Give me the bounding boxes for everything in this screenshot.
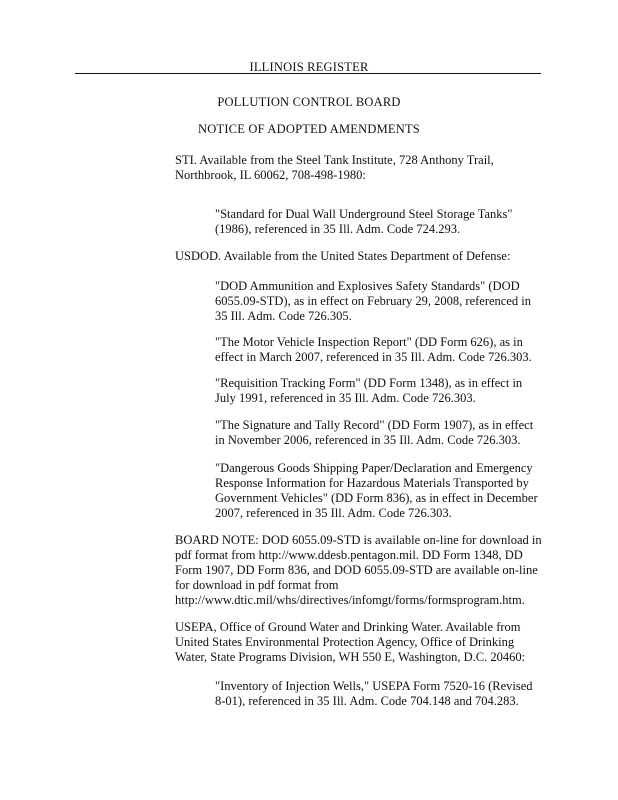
usepa-item-inventory: "Inventory of Injection Wells," USEPA Form 7520-16 (Revised 8-01), referenced in 35 Ill. Adm. Code 704.148 and 704.283. — [215, 679, 533, 708]
sti-paragraph: STI. Available from the Steel Tank Institute, 728 Anthony Trail, Northbrook, IL 60062, 708-498-1980: — [175, 153, 494, 182]
header-rule — [75, 73, 541, 74]
register-title: ILLINOIS REGISTER — [249, 60, 369, 74]
usdod-item-motor-vehicle: "The Motor Vehicle Inspection Report" (DD Form 626), as in effect in March 2007, referenced in 35 Ill. Adm. Code 726.303. — [215, 335, 532, 364]
usepa-paragraph: USEPA, Office of Ground Water and Drinking Water. Available from United States Environmental Protection Agency, Office of Drinking Water, State Programs Division, WH 550 E, Washington, D.C. 20460: — [175, 620, 526, 664]
usdod-item-dangerous-goods: "Dangerous Goods Shipping Paper/Declaration and Emergency Response Information for Hazardous Materials Transported by Government Vehicles" (DD Form 836), as in effect in December 2007, referenced in 35 Ill. Adm. Code 726.303. — [215, 461, 538, 520]
usdod-paragraph: USDOD. Available from the United States Department of Defense: — [175, 249, 511, 263]
notice-title: NOTICE OF ADOPTED AMENDMENTS — [198, 122, 420, 136]
board-note: BOARD NOTE: DOD 6055.09-STD is available on-line for download in pdf format from http://www.ddesb.pentagon.mil. DD Form 1348, DD Form 1907, DD Form 836, and DOD 6055.09-STD are available on-line for download in pdf format from http://www.dtic.mil/whs/directives/infomgt/forms/formsprogram.htm. — [175, 533, 542, 607]
sti-standard-item: "Standard for Dual Wall Underground Steel Storage Tanks" (1986), referenced in 35 Ill. Adm. Code 724.293. — [215, 207, 513, 236]
board-title: POLLUTION CONTROL BOARD — [217, 95, 401, 109]
usdod-item-requisition: "Requisition Tracking Form" (DD Form 1348), as in effect in July 1991, referenced in 35 Ill. Adm. Code 726.303. — [215, 376, 523, 405]
usdod-item-ammunition: "DOD Ammunition and Explosives Safety Standards" (DOD 6055.09-STD), as in effect on February 29, 2008, referenced in 35 Ill. Adm. Code 726.305. — [215, 279, 531, 323]
usdod-item-signature: "The Signature and Tally Record" (DD Form 1907), as in effect in November 2006, referenced in 35 Ill. Adm. Code 726.303. — [215, 418, 534, 447]
